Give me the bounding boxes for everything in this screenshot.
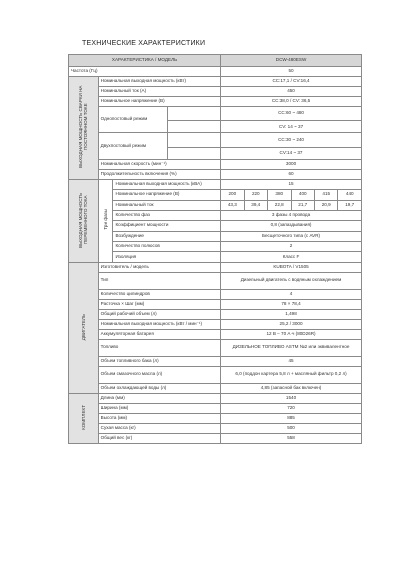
dc-row-value: CC:17,1 / CV:16,4 <box>221 77 362 87</box>
engine-row-value: Дизельный двигатель с водяным охлаждением <box>221 272 362 289</box>
table-row <box>69 423 362 433</box>
engine-row-label: Общий рабочий объем (л) <box>98 309 220 319</box>
engine-row-label: Тип <box>98 272 220 289</box>
ac-row-value: Класс F <box>221 252 362 262</box>
engine-row-value: 12 В – 70 А·ч (80D26R) <box>221 329 362 339</box>
duty-label: Продолжительность включения (%) <box>98 169 220 179</box>
table-row <box>69 299 362 309</box>
table-row <box>69 309 362 319</box>
ac-voltage-cell: 400 <box>291 190 314 200</box>
engine-row-label: Аккумуляторная батарея <box>98 329 220 339</box>
table-row <box>69 107 362 121</box>
table-row <box>69 200 362 210</box>
engine-row-value: ДИЗЕЛЬНОЕ ТОПЛИВО ASTM №2 или эквивалентное <box>221 339 362 356</box>
dc-row-label: Номинальная выходная мощность (кВт) <box>98 77 220 87</box>
page-title: ТЕХНИЧЕСКИЕ ХАРАКТЕРИСТИКИ <box>82 40 206 47</box>
engine-row-label: Количество цилиндров <box>98 289 220 299</box>
ac-section-text: ВЫХОДНАЯ МОЩНОСТЬ ПЕРЕМЕННОГО ТОКА <box>78 192 89 248</box>
table-row <box>69 87 362 97</box>
table-row <box>69 133 362 147</box>
single-mode-cv: CV: 14 ~ 37 <box>221 121 362 133</box>
engine-row-value: 1,498 <box>221 309 362 319</box>
table-row <box>69 210 362 220</box>
package-row-label: Длина (мм) <box>98 393 220 403</box>
table-row <box>69 403 362 413</box>
table-row <box>69 169 362 179</box>
ac-row-value: 0,8 (запаздывания) <box>221 221 362 231</box>
spec-table <box>68 54 362 444</box>
package-section-text: КОМПЛЕКТ <box>80 404 86 430</box>
ac-row-label: Количество фаз <box>113 210 221 220</box>
package-row-value: 558 <box>221 433 362 443</box>
ac-power-value: 15 <box>221 179 362 189</box>
engine-row-value: KUBOTA / V1505 <box>221 262 362 272</box>
engine-row-value: 4,85 (запасной бак включен) <box>221 383 362 393</box>
engine-row-value: 6,0 (поддон картера 5,8 л + масляный фильтр 0,2 л) <box>221 366 362 383</box>
table-row <box>69 433 362 443</box>
package-row-label: Сухая масса (кг) <box>98 423 220 433</box>
double-mode-cc: CC:30 ~ 240 <box>221 133 362 147</box>
freq-label: Частота (Гц) <box>69 67 221 77</box>
dc-row-label: Номинальное напряжение (В) <box>98 97 220 107</box>
engine-row-label: Объем топливного бака (л) <box>98 356 220 366</box>
ac-current-cell: 43,3 <box>221 200 244 210</box>
table-row <box>69 159 362 169</box>
dc-row-value: CC:38,0 / CV: 36,5 <box>221 97 362 107</box>
engine-row-value: 78 × 78,4 <box>221 299 362 309</box>
table-row <box>69 221 362 231</box>
duty-value: 60 <box>221 169 362 179</box>
ac-current-label: Номинальный ток <box>113 200 221 210</box>
engine-row-value: 45 <box>221 356 362 366</box>
ac-row-label: Возбуждение <box>113 231 221 241</box>
freq-value: 50 <box>221 67 362 77</box>
table-row <box>69 231 362 241</box>
dc-row-value: 450 <box>221 87 362 97</box>
engine-row-label: Номинальная выходная мощность (кВт / мин⁻¹) <box>98 319 220 329</box>
table-row <box>69 339 362 356</box>
package-row-value: 1540 <box>221 393 362 403</box>
dc-section-text: ВЫХОДНАЯ МОЩНОСТЬ СВАРКИ НА ПОСТОЯННОМ ТОКЕ <box>78 85 89 169</box>
ac-current-cell: 19,7 <box>338 200 362 210</box>
package-row-value: 885 <box>221 413 362 423</box>
table-row <box>69 356 362 366</box>
ac-row-value: 3 фазы 4 провода <box>221 210 362 220</box>
ac-row-value: Бесщеточного типа (с AVR) <box>221 231 362 241</box>
engine-row-value: 4 <box>221 289 362 299</box>
engine-row-label: Объем охлаждающей воды (л) <box>98 383 220 393</box>
engine-row-label: Расточка × Шаг (мм) <box>98 299 220 309</box>
header-row <box>69 55 362 67</box>
table-row <box>69 97 362 107</box>
ac-row-label: Количество полюсов <box>113 241 221 251</box>
ac-row-label: Коэффициент мощности <box>113 221 221 231</box>
engine-row-value: 25,2 / 3000 <box>221 319 362 329</box>
engine-row-label: Изготовитель / модель <box>98 262 220 272</box>
engine-section-text: ДВИГАТЕЛЬ <box>80 313 86 340</box>
header-param: ХАРАКТЕРИСТИКА / МОДЕЛЬ <box>69 55 221 67</box>
table-row <box>69 366 362 383</box>
package-row-label: Ширина (мм) <box>98 403 220 413</box>
ac-voltage-cell: 380 <box>268 190 291 200</box>
single-mode-label: Однопостовый режим <box>98 107 167 133</box>
engine-row-label: Топливо <box>98 339 220 356</box>
ac-current-cell: 20,9 <box>314 200 337 210</box>
table-row <box>69 252 362 262</box>
double-mode-label: Двухпостовый режим <box>98 133 167 159</box>
ac-current-cell: 21,7 <box>291 200 314 210</box>
package-row-label: Общий вес (кг) <box>98 433 220 443</box>
ac-row-label: Изоляция <box>113 252 221 262</box>
table-row <box>69 383 362 393</box>
ac-voltage-cell: 200 <box>221 190 244 200</box>
table-row <box>69 262 362 272</box>
package-row-label: Высота (мм) <box>98 413 220 423</box>
ac-power-label: Номинальная выходная мощность (кВА) <box>113 179 221 189</box>
package-row-value: 500 <box>221 423 362 433</box>
table-row <box>69 77 362 87</box>
table-row <box>69 179 362 189</box>
table-row <box>69 241 362 251</box>
single-mode-cc: CC:60 ~ 480 <box>221 107 362 121</box>
ac-current-cell: 22,8 <box>268 200 291 210</box>
package-row-value: 720 <box>221 403 362 413</box>
freq-row <box>69 67 362 77</box>
table-row <box>69 413 362 423</box>
engine-row-label: Объем смазочного масла (л) <box>98 366 220 383</box>
ac-subsection-text: Три фазы <box>103 209 109 231</box>
ac-voltage-cell: 415 <box>314 190 337 200</box>
ac-subsection-label <box>98 179 113 262</box>
double-mode-cv: CV:14 ~ 37 <box>221 147 362 159</box>
table-row <box>69 272 362 289</box>
dc-section-label <box>69 77 99 180</box>
ac-row-value: 2 <box>221 241 362 251</box>
dc-row-label: Номинальный ток (А) <box>98 87 220 97</box>
table-row <box>69 393 362 403</box>
ac-voltage-cell: 440 <box>338 190 362 200</box>
table-row <box>69 190 362 200</box>
ac-voltage-cell: 220 <box>244 190 267 200</box>
speed-value: 3000 <box>221 159 362 169</box>
table-row <box>69 329 362 339</box>
header-model: DCW-480ESW <box>221 55 362 67</box>
table-row <box>69 289 362 299</box>
ac-section-label <box>69 179 99 262</box>
table-row <box>69 319 362 329</box>
ac-current-cell: 39,4 <box>244 200 267 210</box>
package-section-label <box>69 393 99 443</box>
engine-section-label <box>69 262 99 393</box>
ac-voltage-label: Номинальное напряжение (В) <box>113 190 221 200</box>
speed-label: Номинальная скорость (мин⁻¹) <box>98 159 220 169</box>
